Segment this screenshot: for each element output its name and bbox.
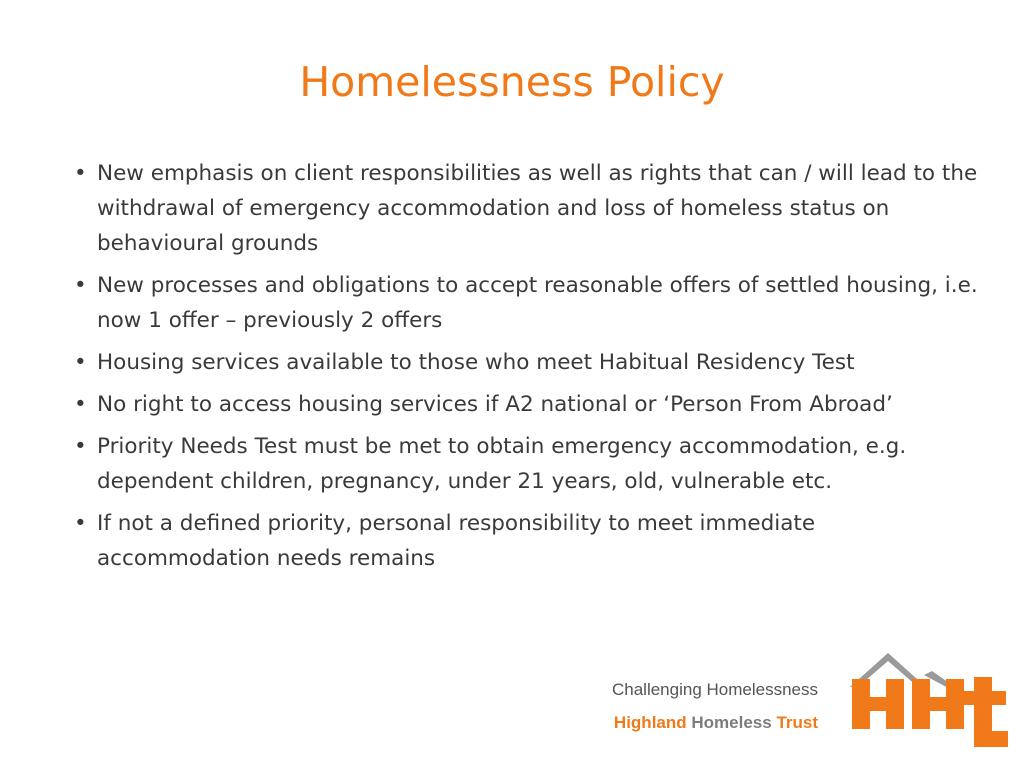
org-name-highland: Highland: [613, 713, 687, 732]
bullet-item: [72, 387, 987, 422]
logo-h1-right: [886, 679, 904, 729]
bullet-item: [72, 429, 987, 499]
bullet-text: Housing services available to those who meet Habitual Residency Test: [97, 350, 855, 375]
bullet-marker: •: [74, 161, 87, 186]
bullet-item: [72, 268, 987, 338]
logo-h1-left: [852, 679, 870, 729]
bullet-text: New emphasis on client responsibilities as well as rights that can / will lead to the withdrawal of emergency accommodation and loss of homeless status on behavioural grounds: [97, 161, 978, 256]
org-name-trust: Trust: [776, 713, 818, 732]
hht-house-logo-icon: [846, 651, 1010, 757]
logo-h2-right: [946, 679, 964, 729]
logo-h1-bar: [868, 697, 888, 711]
bullet-list: [72, 156, 987, 583]
bullet-marker: •: [74, 273, 87, 298]
bullet-marker: •: [74, 350, 87, 375]
bullet-item: [72, 156, 987, 261]
logo-t-foot: [974, 731, 1008, 747]
logo-h2-bar: [928, 697, 948, 711]
logo-t-cross: [962, 691, 1006, 705]
org-name-homeless: Homeless: [691, 713, 772, 732]
logo-h2-left: [912, 679, 930, 729]
bullet-item: [72, 506, 987, 576]
slide-title: Homelessness Policy: [299, 58, 725, 106]
bullet-text: If not a defined priority, personal responsibility to meet immediate accommodation needs remains: [97, 511, 816, 571]
bullet-text: New processes and obligations to accept reasonable offers of settled housing, i.e. now 1 offer – previously 2 offers: [97, 273, 978, 333]
bullet-text: No right to access housing services if A2 national or ‘Person From Abroad’: [97, 392, 893, 417]
bullet-marker: •: [74, 434, 87, 459]
bullet-text: Priority Needs Test must be met to obtain emergency accommodation, e.g. dependent children, pregnancy, under 21 years, old, vulnerable etc.: [97, 434, 907, 494]
footer-tagline: Challenging Homelessness: [611, 680, 818, 699]
bullet-marker: •: [74, 392, 87, 417]
bullet-item: [72, 345, 987, 380]
footer-org-name: [614, 713, 818, 733]
bullet-marker: •: [74, 511, 87, 536]
